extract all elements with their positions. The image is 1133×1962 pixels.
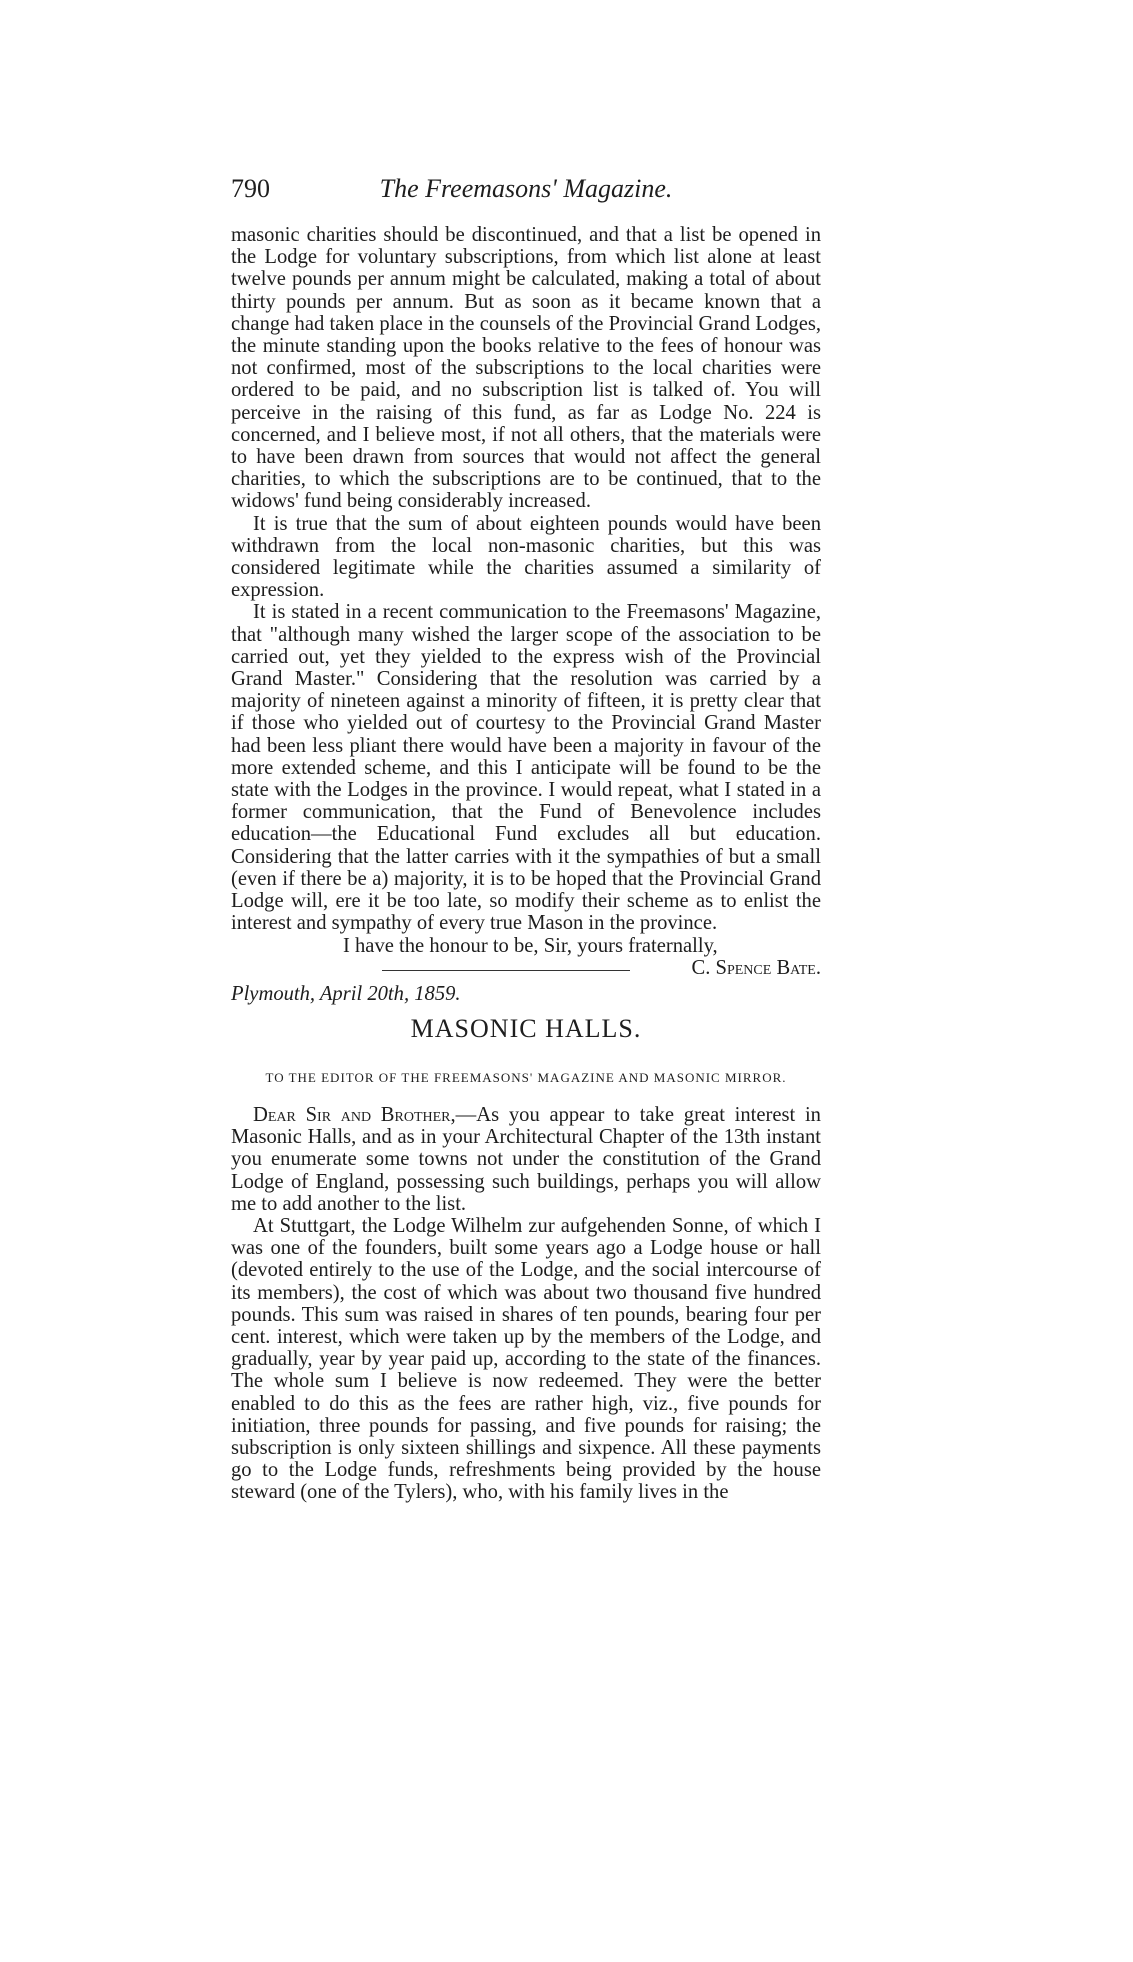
masonic-halls-letter [231, 1104, 821, 1504]
running-title: The Freemasons' Magazine. [379, 174, 673, 203]
signature: C. Spence Bate. [691, 956, 821, 979]
halls-paragraph-text: —As you appear to take great interest in Masonic Halls, and as in your Architectural Chapter of the 13th instant you enumerate some towns not under the constitution of the Grand Lodge of England, possessing such buildings, perhaps you will allow me to add another to the list. [231, 1104, 821, 1215]
place-date: Plymouth, April 20th, 1859. [231, 982, 461, 1005]
letter-paragraph: It is true that the sum of about eighteen pounds would have been withdrawn from the local non-masonic charities, but this was considered legitimate while the charities assumed a similarity of expression. [231, 512, 821, 602]
letter-body [231, 224, 821, 935]
halls-paragraph: At Stuttgart, the Lodge Wilhelm zur aufgehenden Sonne, of which I was one of the founders, built some years ago a Lodge house or hall (devoted entirely to the use of the Lodge, and the social intercourse of its members), the cost of which was about two thousand five hundred pounds. This sum was raised in shares of ten pounds, bearing four per cent. interest, which were taken up by the members of the Lodge, and gradually, year by year paid up, according to the state of the finances. The whole sum I believe is now redeemed. They were the better enabled to do this as the fees are rather high, viz., five pounds for initiation, three pounds for passing, and five pounds for raising; the subscription is only sixteen shillings and sixpence. All these payments go to the Lodge funds, refreshments being provided by the house steward (one of the Tylers), who, with his family lives in the [231, 1215, 821, 1504]
halls-letter-body [231, 1104, 821, 1504]
page-number: 790 [231, 174, 270, 203]
letter-continuation [231, 224, 821, 1005]
letter-paragraph: It is stated in a recent communication to the Freemasons' Magazine, that "although many wished the larger scope of the association to be carried out, yet they yielded to the express wish of the Provincial Grand Master." Considering that the resolution was carried by a majority of nineteen against a minority of fifteen, it is pretty clear that if those who yielded out of courtesy to the Provincial Grand Master had been less pliant there would have been a majority in favour of the more extended scheme, and this I anticipate will be found to be the state with the Lodges in the province. I would repeat, what I stated in a former communication, that the Fund of Benevolence includes education—the Educational Fund excludes all but education. Considering that the latter carries with it the sympathies of but a small (even if there be a) majority, it is to be hoped that the Provincial Grand Lodge will, ere it be too late, so modify their scheme as to enlist the interest and sympathy of every true Mason in the province. [231, 601, 821, 935]
letter-closing [231, 934, 821, 1005]
salutation: Dear Sir and Brother, [253, 1104, 456, 1126]
section-subheading: TO THE EDITOR OF THE FREEMASONS' MAGAZINE AND MASONIC MIRROR. [265, 1070, 787, 1085]
section-heading: MASONIC HALLS. [410, 1014, 642, 1043]
section-divider [382, 970, 630, 971]
page-header [231, 174, 821, 204]
letter-paragraph: masonic charities should be discontinued, and that a list be opened in the Lodge for voluntary subscriptions, from which list alone at least twelve pounds per annum might be calculated, making a total of about thirty pounds per annum. But as soon as it became known that a change had taken place in the counsels of the Provincial Grand Lodges, the minute standing upon the books relative to the fees of honour was not confirmed, most of the subscriptions to the local charities were ordered to be paid, and no subscription list is talked of. You will perceive in the raising of this fund, as far as Lodge No. 224 is concerned, and I believe most, if not all others, that the materials were to have been drawn from sources that would not affect the general charities, to which the subscriptions are to be continued, that to the widows' fund being considerably increased. [231, 224, 821, 513]
halls-paragraph [231, 1104, 821, 1215]
closing-line: I have the honour to be, Sir, yours fraternally, [343, 934, 718, 957]
